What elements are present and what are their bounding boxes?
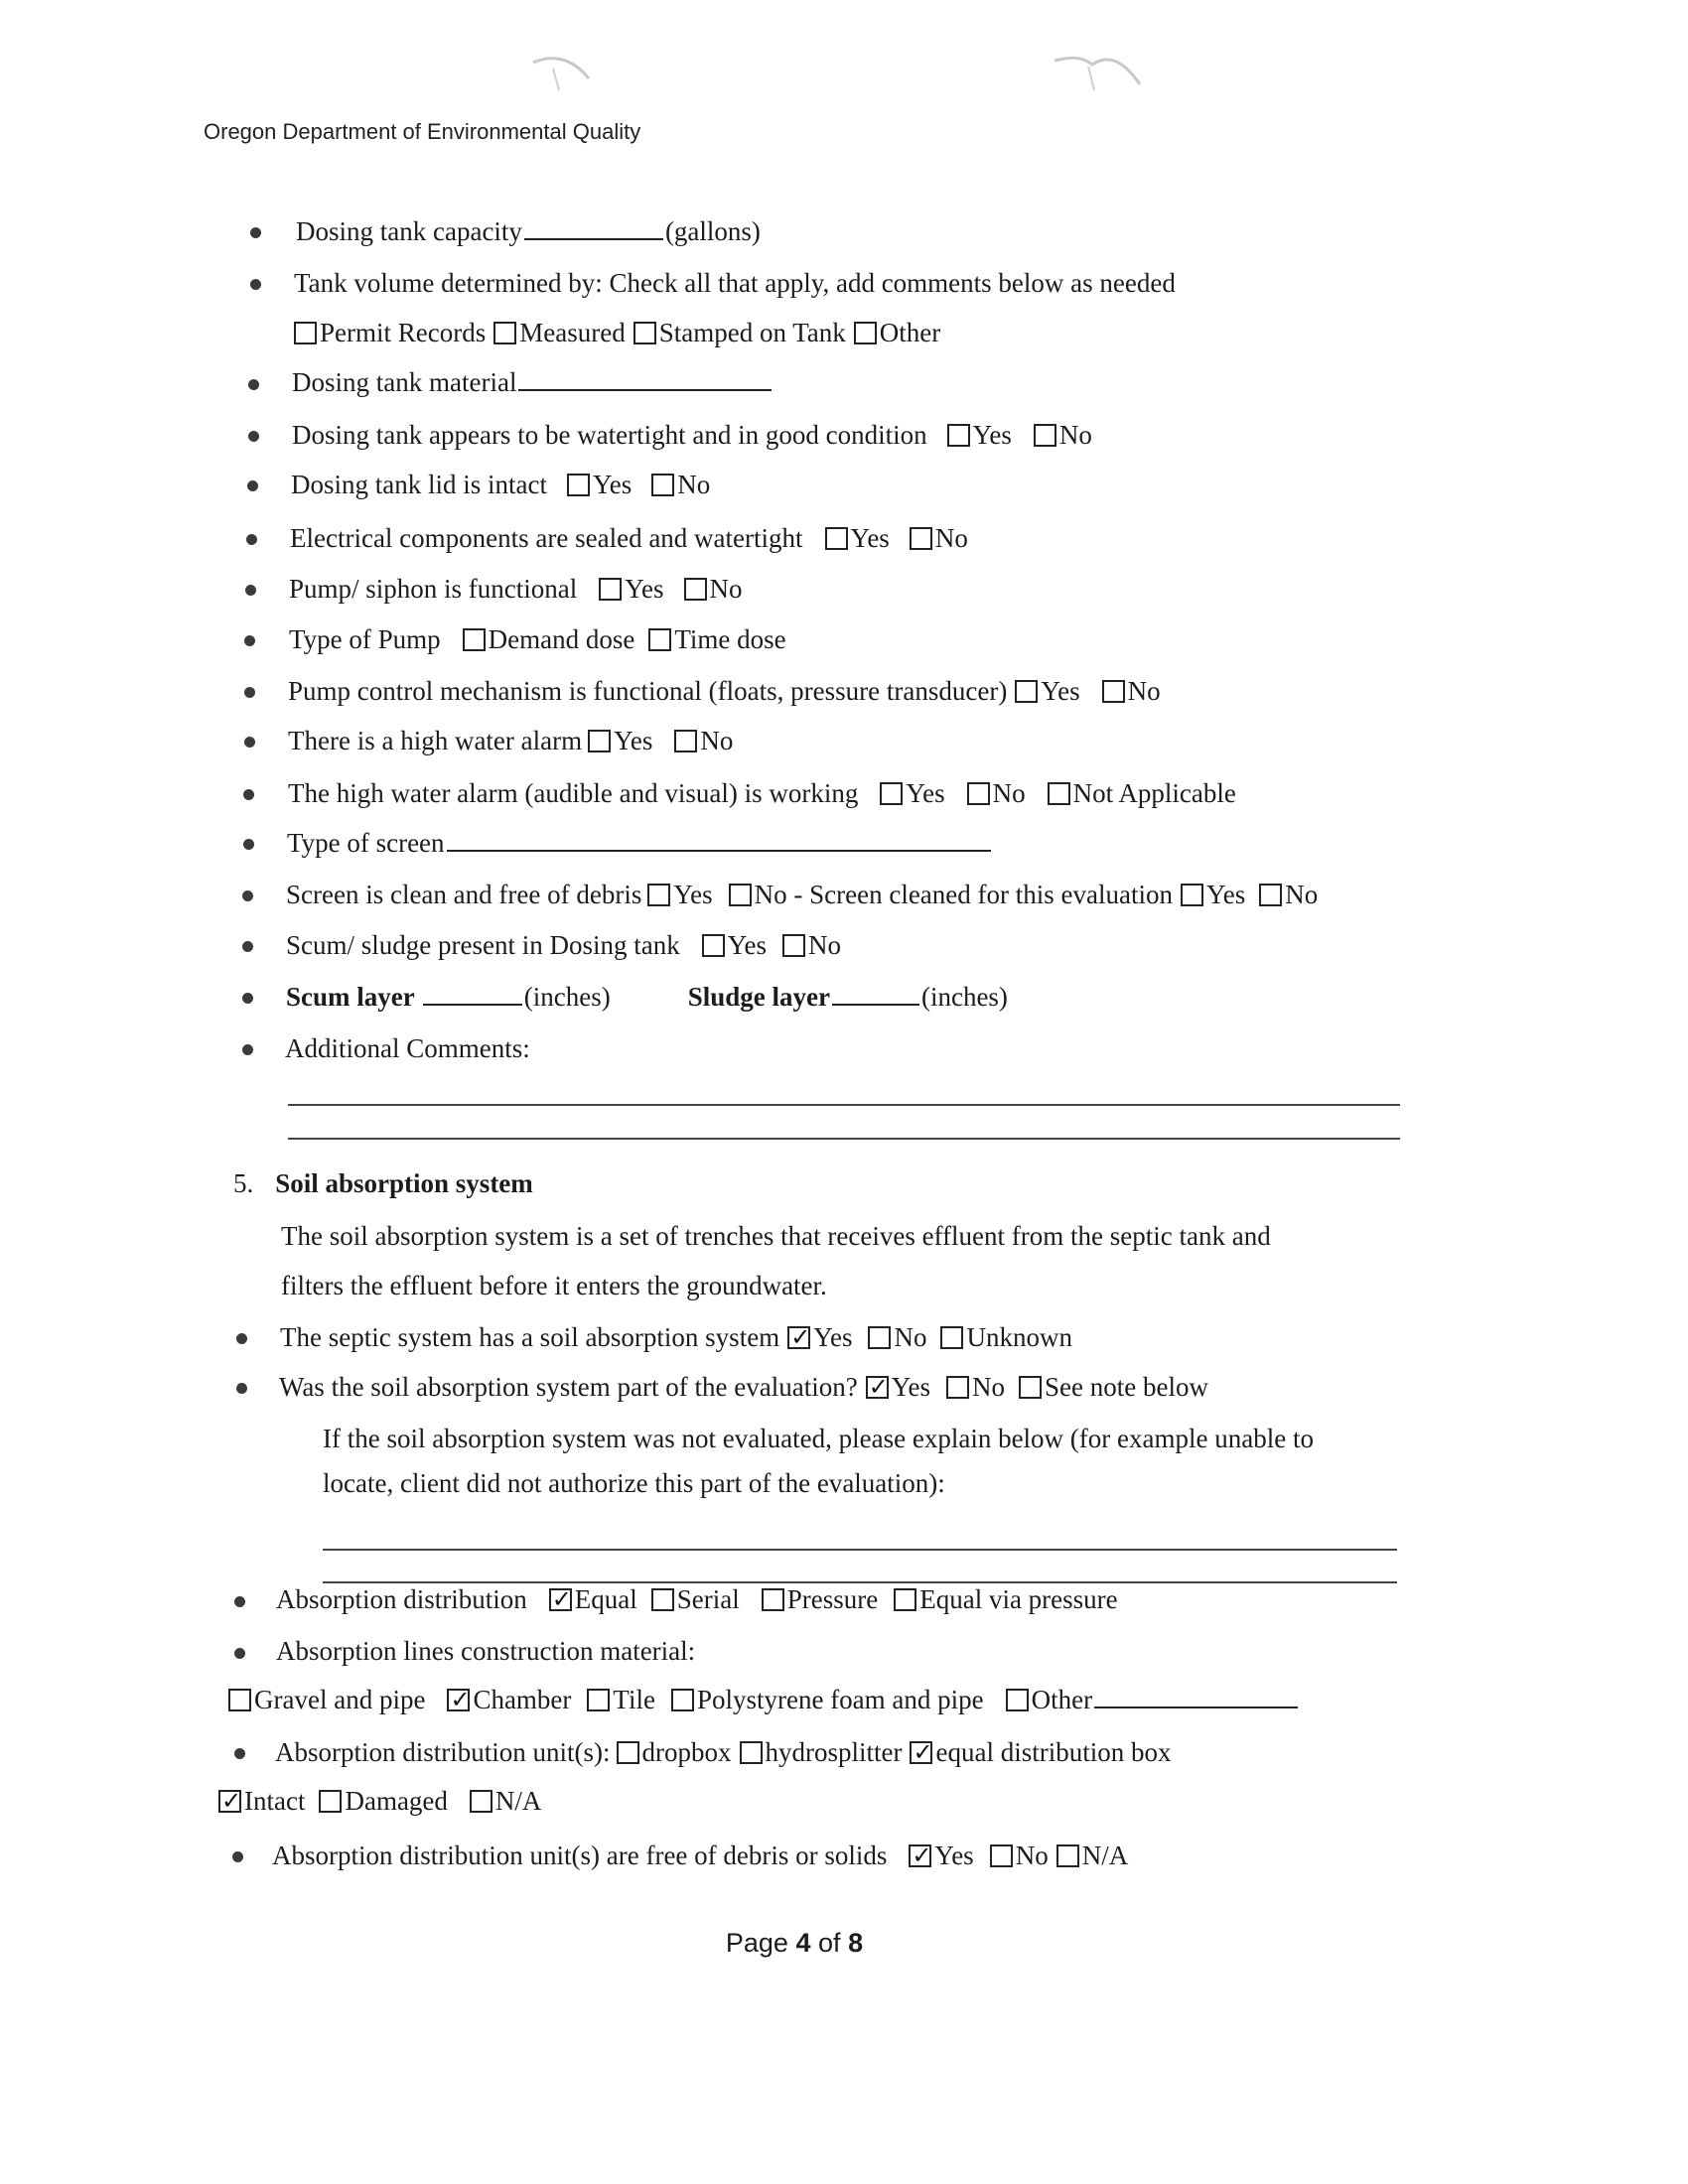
demand-dose-label: Demand dose (488, 624, 635, 654)
alarm-working-yes-checkbox[interactable] (880, 782, 903, 805)
pump-no-label: No (709, 574, 743, 604)
condition-na-label: N/A (494, 1786, 542, 1816)
control-no-label: No (1127, 676, 1161, 706)
bullet (250, 227, 261, 238)
alarm-working-label: The high water alarm (audible and visual) is working (288, 778, 859, 808)
scum-present-yes-label: Yes (727, 930, 768, 960)
distribution-row (276, 1582, 1118, 1616)
stamped-on-tank-checkbox[interactable] (633, 322, 656, 344)
dosing-capacity-field[interactable] (524, 216, 663, 240)
has-system-no-label: No (894, 1322, 927, 1352)
dosing-material-field[interactable] (518, 367, 772, 391)
hydrosplitter-label: hydrosplitter (765, 1737, 903, 1767)
unit-free-no-label: No (1015, 1841, 1049, 1870)
distribution-serial-checkbox[interactable] (651, 1588, 674, 1611)
watertight-yes-label: Yes (972, 420, 1012, 450)
screen-cleaned-yes-checkbox[interactable] (1181, 884, 1203, 906)
lid-no-label: No (677, 470, 711, 499)
sludge-layer-unit: (inches) (920, 982, 1008, 1012)
lid-no-checkbox[interactable] (651, 474, 674, 496)
part-eval-see-note-checkbox[interactable] (1019, 1376, 1042, 1399)
pump-no-checkbox[interactable] (684, 578, 707, 601)
bullet (236, 1383, 247, 1394)
distribution-unit-label: Absorption distribution unit(s): (275, 1737, 611, 1767)
sludge-layer-field[interactable] (832, 982, 919, 1006)
volume-determined-row (294, 266, 1176, 300)
comments-line-2[interactable] (288, 1138, 1400, 1140)
screen-clean-row (286, 878, 1318, 911)
distribution-label: Absorption distribution (276, 1584, 527, 1614)
has-system-unknown-label: Unknown (966, 1322, 1072, 1352)
control-no-checkbox[interactable] (1102, 680, 1125, 703)
screen-clean-yes-checkbox[interactable] (647, 884, 670, 906)
bullet (232, 1851, 243, 1862)
bullet (248, 431, 259, 442)
soil-section-heading (233, 1166, 533, 1200)
electrical-yes-label: Yes (850, 523, 890, 553)
unit-free-na-checkbox[interactable] (1056, 1844, 1079, 1867)
screen-clean-yes-label: Yes (673, 880, 713, 909)
soil-section-title: Soil absorption system (275, 1168, 533, 1198)
time-dose-label: Time dose (674, 624, 786, 654)
screen-cleaned-no-checkbox[interactable] (1259, 884, 1282, 906)
gravel-pipe-checkbox[interactable] (228, 1689, 251, 1711)
bullet (242, 941, 253, 952)
construction-options-row (228, 1683, 1300, 1716)
demand-dose-checkbox[interactable] (463, 628, 486, 651)
alarm-no-checkbox[interactable] (674, 730, 697, 752)
pump-functional-row (289, 572, 743, 606)
bullet (242, 890, 253, 901)
explain-line-1 (323, 1422, 1314, 1455)
scum-present-no-checkbox[interactable] (782, 934, 805, 957)
dosing-capacity-unit: (gallons) (664, 216, 761, 246)
lid-yes-checkbox[interactable] (567, 474, 590, 496)
dosing-material-label: Dosing tank material (292, 367, 517, 397)
alarm-yes-label: Yes (614, 726, 653, 755)
alarm-working-na-label: Not Applicable (1072, 778, 1236, 808)
soil-desc-line-1 (281, 1219, 1271, 1253)
stamped-on-tank-label: Stamped on Tank (658, 318, 846, 347)
electrical-label: Electrical components are sealed and watertight (290, 523, 803, 553)
volume-other-checkbox[interactable] (854, 322, 877, 344)
screen-cleaned-yes-label: Yes (1205, 880, 1246, 909)
unit-free-label: Absorption distribution unit(s) are free of debris or solids (272, 1841, 888, 1870)
part-eval-yes-checkbox[interactable] (866, 1376, 889, 1399)
lid-yes-label: Yes (592, 470, 633, 499)
construction-label-row (276, 1634, 695, 1668)
has-soil-system-row (280, 1320, 1072, 1354)
watertight-yes-checkbox[interactable] (947, 424, 970, 447)
chamber-checkbox[interactable] (447, 1689, 470, 1711)
permit-records-label: Permit Records (320, 318, 487, 347)
unit-free-yes-checkbox[interactable] (909, 1844, 931, 1867)
polystyrene-label: Polystyrene foam and pipe (696, 1685, 984, 1714)
scum-present-no-label: No (808, 930, 842, 960)
bullet (245, 585, 256, 596)
equal-distribution-box-checkbox[interactable] (910, 1741, 932, 1764)
has-system-yes-label: Yes (813, 1322, 853, 1352)
lid-intact-row (291, 468, 710, 501)
watertight-row (292, 418, 1092, 452)
pump-control-row (288, 674, 1161, 708)
distribution-unit-row (275, 1735, 1171, 1769)
electrical-no-label: No (934, 523, 968, 553)
control-yes-checkbox[interactable] (1015, 680, 1038, 703)
part-eval-no-checkbox[interactable] (946, 1376, 969, 1399)
dosing-material-row (292, 365, 774, 399)
bullet (234, 1748, 245, 1759)
distribution-pressure-checkbox[interactable] (762, 1588, 784, 1611)
construction-other-field[interactable] (1094, 1685, 1298, 1708)
distribution-equal-via-pressure-label: Equal via pressure (919, 1584, 1118, 1614)
distribution-serial-label: Serial (676, 1584, 740, 1614)
screen-cleaned-label: No - Screen cleaned for this evaluation (754, 880, 1173, 909)
pump-functional-label: Pump/ siphon is functional (289, 574, 578, 604)
distribution-equal-checkbox[interactable] (549, 1588, 572, 1611)
measured-label: Measured (519, 318, 626, 347)
additional-comments-row (285, 1031, 530, 1065)
soil-section-number: 5. (233, 1168, 254, 1198)
electrical-row (290, 521, 968, 555)
damaged-label: Damaged (345, 1786, 448, 1816)
electrical-yes-checkbox[interactable] (825, 527, 848, 550)
bullet (244, 687, 255, 698)
sludge-layer-label: Sludge layer (687, 982, 830, 1012)
pump-type-row (289, 622, 786, 656)
pump-yes-label: Yes (625, 574, 664, 604)
header-organization: Oregon Department of Environmental Quality (204, 119, 641, 144)
alarm-working-row (288, 776, 1236, 810)
equal-distribution-box-label: equal distribution box (935, 1737, 1172, 1767)
scum-layer-unit: (inches) (523, 982, 611, 1012)
unit-free-row (272, 1839, 1128, 1872)
pump-type-label: Type of Pump (289, 624, 441, 654)
alarm-working-no-label: No (992, 778, 1026, 808)
part-eval-no-label: No (972, 1372, 1005, 1402)
dropbox-checkbox[interactable] (617, 1741, 639, 1764)
alarm-working-na-checkbox[interactable] (1048, 782, 1070, 805)
volume-options-row (294, 316, 940, 349)
scum-layer-label: Scum layer (286, 982, 415, 1012)
bullet (244, 737, 255, 748)
explain-text-2: locate, client did not authorize this part of the evaluation): (323, 1468, 945, 1498)
distribution-pressure-label: Pressure (786, 1584, 879, 1614)
alarm-working-yes-label: Yes (906, 778, 945, 808)
intact-checkbox[interactable] (218, 1790, 241, 1813)
high-water-alarm-label: There is a high water alarm (288, 726, 583, 755)
bullet (242, 993, 253, 1004)
scan-mark-left (531, 55, 601, 94)
soil-desc-text-2: filters the effluent before it enters the groundwater. (281, 1271, 827, 1300)
polystyrene-checkbox[interactable] (671, 1689, 694, 1711)
unit-free-yes-label: Yes (934, 1841, 974, 1870)
dropbox-label: dropbox (641, 1737, 732, 1767)
scan-mark-right (1053, 55, 1142, 94)
page-number: 4 (795, 1928, 811, 1958)
unit-free-na-label: N/A (1081, 1841, 1129, 1870)
bullet (247, 480, 258, 491)
dosing-capacity-label: Dosing tank capacity (296, 216, 522, 246)
explain-line-2 (323, 1466, 945, 1500)
distribution-equal-via-pressure-checkbox[interactable] (894, 1588, 916, 1611)
condition-na-checkbox[interactable] (470, 1790, 492, 1813)
watertight-label: Dosing tank appears to be watertight and in good condition (292, 420, 927, 450)
explain-text-1: If the soil absorption system was not evaluated, please explain below (for example unable to (323, 1424, 1314, 1453)
screen-type-field[interactable] (447, 828, 991, 852)
time-dose-checkbox[interactable] (648, 628, 671, 651)
bullet (250, 279, 261, 290)
bullet (244, 635, 255, 646)
screen-type-label: Type of screen (287, 828, 445, 858)
control-yes-label: Yes (1041, 676, 1080, 706)
has-system-no-checkbox[interactable] (868, 1326, 891, 1349)
screen-type-row (287, 826, 993, 860)
pump-yes-checkbox[interactable] (599, 578, 622, 601)
has-system-yes-checkbox[interactable] (787, 1326, 810, 1349)
construction-label: Absorption lines construction material: (276, 1636, 696, 1666)
chamber-label: Chamber (473, 1685, 572, 1714)
unit-condition-row (218, 1784, 541, 1818)
has-soil-system-label: The septic system has a soil absorption system (280, 1322, 780, 1352)
soil-desc-line-2 (281, 1269, 827, 1302)
unit-free-no-checkbox[interactable] (990, 1844, 1013, 1867)
measured-checkbox[interactable] (493, 322, 516, 344)
permit-records-checkbox[interactable] (294, 322, 317, 344)
bullet (246, 534, 257, 545)
scum-present-yes-checkbox[interactable] (702, 934, 725, 957)
page-footer (0, 1928, 1589, 1959)
alarm-working-no-checkbox[interactable] (967, 782, 990, 805)
part-eval-yes-label: Yes (891, 1372, 930, 1402)
bullet (243, 839, 254, 850)
of-word: of (818, 1928, 841, 1958)
watertight-no-label: No (1058, 420, 1092, 450)
bullet (234, 1648, 245, 1659)
screen-clean-label: Screen is clean and free of debris (286, 880, 642, 909)
scum-layer-field[interactable] (423, 982, 522, 1006)
layers-row (286, 980, 1008, 1014)
pump-control-label: Pump control mechanism is functional (floats, pressure transducer) (288, 676, 1008, 706)
page-total: 8 (848, 1928, 864, 1958)
explain-answer-line-1[interactable] (323, 1549, 1397, 1551)
screen-clean-no-checkbox[interactable] (729, 884, 752, 906)
electrical-no-checkbox[interactable] (910, 527, 932, 550)
watertight-no-checkbox[interactable] (1034, 424, 1056, 447)
alarm-no-label: No (700, 726, 734, 755)
tile-checkbox[interactable] (587, 1689, 610, 1711)
damaged-checkbox[interactable] (319, 1790, 342, 1813)
dosing-capacity-row (296, 214, 761, 248)
construction-other-label: Other (1031, 1685, 1093, 1714)
part-of-eval-row (279, 1370, 1208, 1404)
high-water-alarm-row (288, 724, 733, 757)
additional-comments-label: Additional Comments: (285, 1033, 530, 1063)
bullet (243, 789, 254, 800)
tile-label: Tile (613, 1685, 655, 1714)
distribution-equal-label: Equal (574, 1584, 637, 1614)
bullet (236, 1333, 247, 1344)
comments-line-1[interactable] (288, 1104, 1400, 1106)
bullet (248, 379, 259, 390)
has-system-unknown-checkbox[interactable] (940, 1326, 963, 1349)
part-eval-see-note-label: See note below (1045, 1372, 1208, 1402)
soil-desc-text-1: The soil absorption system is a set of trenches that receives effluent from the septic tank and (281, 1221, 1271, 1251)
part-of-eval-label: Was the soil absorption system part of the evaluation? (279, 1372, 858, 1402)
scum-present-row (286, 928, 841, 962)
bullet (242, 1044, 253, 1055)
intact-label: Intact (244, 1786, 306, 1816)
hydrosplitter-checkbox[interactable] (740, 1741, 763, 1764)
page-word: Page (725, 1928, 788, 1958)
volume-other-label: Other (879, 318, 941, 347)
scum-present-label: Scum/ sludge present in Dosing tank (286, 930, 680, 960)
lid-intact-label: Dosing tank lid is intact (291, 470, 547, 499)
screen-cleaned-no-label: No (1285, 880, 1319, 909)
volume-determined-label: Tank volume determined by: Check all that apply, add comments below as needed (294, 268, 1176, 298)
bullet (234, 1596, 245, 1607)
construction-other-checkbox[interactable] (1006, 1689, 1029, 1711)
alarm-yes-checkbox[interactable] (588, 730, 611, 752)
gravel-pipe-label: Gravel and pipe (254, 1685, 426, 1714)
